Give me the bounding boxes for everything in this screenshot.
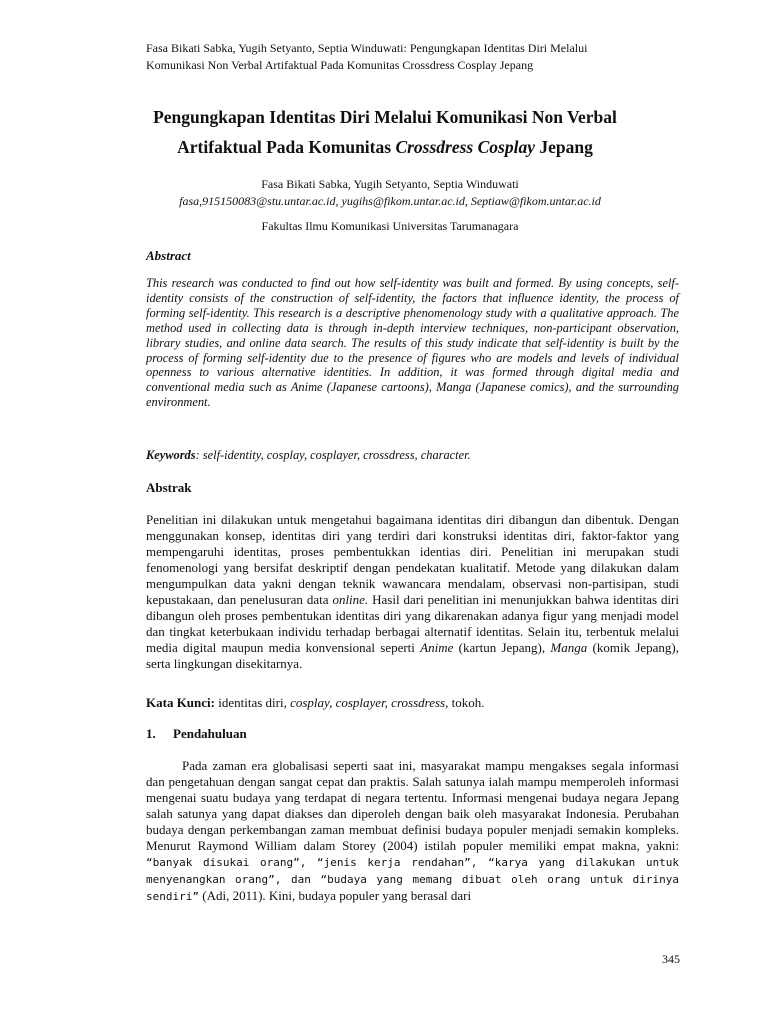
page-number: 345 bbox=[662, 952, 680, 966]
affiliation: Fakultas Ilmu Komunikasi Universitas Tarumanagara bbox=[261, 219, 519, 233]
title-line-1: Pengungkapan Identitas Diri Melalui Komunikasi Non Verbal bbox=[153, 107, 617, 127]
keywords-label: Keywords bbox=[146, 448, 196, 462]
author-emails: fasa,915150083@stu.untar.ac.id, yugihs@fikom.untar.ac.id, Septiaw@fikom.untar.ac.id bbox=[179, 194, 601, 208]
running-head-line-1: Fasa Bikati Sabka, Yugih Setyanto, Septia Winduwati: Pengungkapan Identitas Diri Melalui bbox=[146, 41, 588, 55]
running-head bbox=[146, 40, 666, 74]
author-names: Fasa Bikati Sabka, Yugih Setyanto, Septia Winduwati bbox=[261, 177, 519, 191]
kata-kunci-line bbox=[146, 695, 679, 711]
title-line-2-italic: Crossdress Cosplay bbox=[395, 137, 535, 157]
kata-kunci-italic: cosplay, cosplayer, crossdress, bbox=[290, 695, 449, 710]
title-line-2-start: Artifaktual Pada Komunitas bbox=[177, 137, 396, 157]
keywords-line bbox=[146, 448, 679, 463]
abstrak-part-2: Hasil dari penelitian ini menunjukkan bahwa identitas diri dibangun oleh proses pembentukan identitas diri yang dikarenakan adanya figur yang menjadi model dan tingkat keterbukaan individu terhadap berbagai alternatif identitas. Selain itu, terbentuk melalui media digital maupun media konvensional seperti bbox=[146, 592, 679, 655]
abstrak-online: online. bbox=[332, 592, 369, 607]
keywords-list: : self-identity, cosplay, cosplayer, crossdress, character. bbox=[195, 448, 471, 462]
intro-quote: “banyak disukai orang”, “jenis kerja rendahan”, “karya yang dilakukan untuk menyenangkan orang”, dan “budaya yang memang dibuat oleh orang untuk dirinya sendiri” bbox=[146, 856, 679, 903]
abstrak-manga: Manga bbox=[550, 640, 588, 655]
abstrak-part-1: Penelitian ini dilakukan untuk mengetahui bagaimana identitas diri dibangun dan dibentuk. Dengan menggunakan konsep, identitas diri yang terdiri dari konstruksi identitas diri, faktor-faktor yang mempengaruhi identitas, proses pembentukkan identias diri. Penelitian ini merupakan studi fenomenologi yang bersifat deskriptif dengan pendekatan kualitatif. Metode yang dilakukan dalam mengumpulkan data yakni dengan teknik wawancara mendalam, observasi non-partisipan, studi kepustakaan, dan penelusuran data bbox=[146, 512, 679, 607]
abstrak-heading: Abstrak bbox=[146, 480, 192, 495]
abstrak-body bbox=[146, 512, 679, 672]
abstrak-part-3: (kartun Jepang), bbox=[453, 640, 551, 655]
intro-number: 1. bbox=[146, 726, 156, 741]
abstrak-anime: Anime bbox=[420, 640, 454, 655]
kata-kunci-end: tokoh. bbox=[448, 695, 485, 710]
abstrak-part-4: (komik Jepang), serta lingkungan disekitarnya. bbox=[146, 640, 680, 671]
running-head-line-2: Komunikasi Non Verbal Artifaktual Pada Komunitas Crossdress Cosplay Jepang bbox=[146, 58, 534, 72]
intro-paragraph bbox=[146, 758, 679, 905]
paper-title bbox=[90, 102, 680, 162]
kata-kunci-plain: identitas diri, bbox=[214, 695, 291, 710]
title-line-2 bbox=[90, 132, 680, 162]
abstract-heading: Abstract bbox=[146, 248, 191, 263]
author-block bbox=[120, 176, 660, 210]
intro-part-2: (Adi, 2011). Kini, budaya populer yang berasal dari bbox=[198, 888, 472, 903]
kata-kunci-label: Kata Kunci: bbox=[146, 695, 215, 710]
title-line-2-end: Jepang bbox=[534, 137, 593, 157]
intro-part-1: Pada zaman era globalisasi seperti saat ini, masyarakat mampu mengakses segala informasi dan pengetahuan dengan sangat cepat dan praktis. Salah satunya ialah mampu memperoleh informasi mengenai suatu budaya yang terdapat di negara tertentu. Informasi mengenai budaya negara Jepang salah satunya yang dapat diakses dan diperoleh dengan baik oleh masyarakat Indonesia. Perubahan budaya dengan perkembangan zaman membuat definisi budaya populer menjadi semakin kompleks. Menurut Raymond William dalam Storey (2004) istilah populer memiliki empat makna, yakni: bbox=[146, 758, 679, 853]
intro-title: Pendahuluan bbox=[173, 726, 247, 741]
abstract-body: This research was conducted to find out how self-identity was built and formed. By using concepts, self-identity consists of the construction of self-identity, the factors that influence identity, the process of forming self-identity. This research is a descriptive phenomenology study with a qualitative approach. The method used in collecting data is through in-depth interview techniques, non-participant observation, library studies, and online data search. The results of this study indicate that self-identity is built by the process of forming self-identity due to the presence of figures who are models and levels of individual openness to various alternative identities. In addition, it was formed through digital media and conventional media such as Anime (Japanese cartoons), Manga (Japanese comics), and the surrounding environment. bbox=[146, 276, 679, 410]
intro-heading bbox=[146, 726, 247, 742]
